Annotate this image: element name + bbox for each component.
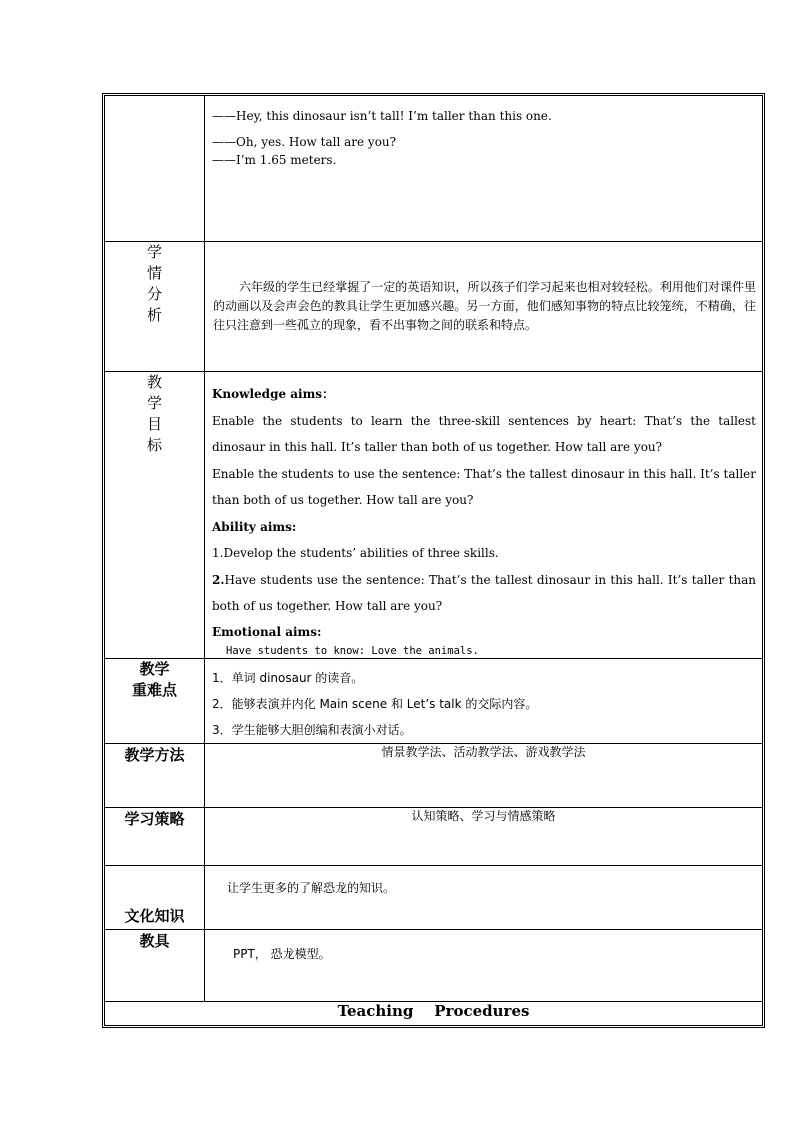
- key-point-2: 2．能够表演并内化 Main scene 和 Let’s talk 的交际内容。: [212, 696, 538, 711]
- lesson-plan-table: [104, 95, 763, 1026]
- objectives-label: [105, 372, 205, 659]
- knowledge-aims-title: Knowledge aims：: [212, 387, 335, 401]
- key-point-3: 3．学生能够大胆创编和表演小对话。: [212, 722, 412, 737]
- student-analysis-label-char: 学: [146, 243, 162, 261]
- student-analysis-label-char: 情: [146, 264, 162, 282]
- key-points-row: [105, 658, 763, 743]
- methods-row: [105, 743, 763, 807]
- culture-label: 文化知识: [105, 865, 205, 929]
- student-analysis-label-char: 分: [146, 285, 162, 303]
- dialogue-row: [105, 96, 763, 242]
- dialogue-line-3: ——I’m 1.65 meters.: [212, 153, 337, 167]
- methods-label: 教学方法: [105, 743, 205, 807]
- objectives-label-char: 学: [146, 394, 162, 412]
- dialogue-line-1: ——Hey, this dinosaur isn’t tall! I’m taller than this one.: [212, 109, 552, 123]
- objectives-row: [105, 372, 763, 659]
- strategies-row: [105, 807, 763, 865]
- ability-aim-1: 1.Develop the students’ abilities of three skills.: [212, 546, 499, 560]
- teaching-procedures-title: Teaching Procedures: [105, 1001, 763, 1025]
- ability-aim-2-number: 2.: [212, 572, 225, 587]
- methods-text: 情景教学法、活动教学法、游戏教学法: [205, 743, 763, 807]
- aids-text: PPT， 恐龙模型。: [205, 929, 763, 1001]
- culture-row: [105, 865, 763, 929]
- objectives-cell: [205, 372, 763, 659]
- strategies-label: 学习策略: [105, 807, 205, 865]
- culture-text: 让学生更多的了解恐龙的知识。: [205, 865, 763, 929]
- key-points-cell: [205, 658, 763, 743]
- aids-row: [105, 929, 763, 1001]
- key-points-label-line-1: 教学: [139, 659, 170, 678]
- emotional-aims-title: Emotional aims:: [212, 624, 322, 639]
- ability-aim-2: [212, 567, 756, 620]
- knowledge-aim-1: Enable the students to learn the three-skill sentences by heart: That’s the tallest dinosaur in this hall. It’s taller than both of us together. How tall are you?: [212, 413, 756, 454]
- aids-label: 教具: [105, 929, 205, 1001]
- student-analysis-text: 六年级的学生已经掌握了一定的英语知识，所以孩子们学习起来也相对较轻松。利用他们对课件里的动画以及会声会色的教具让学生更加感兴趣。另一方面，他们感知事物的特点比较笼统，不精确，往往只注意到一些孤立的现象，看不出事物之间的联系和特点。: [213, 280, 756, 332]
- objectives-label-char: 教: [146, 373, 162, 391]
- student-analysis-label: [105, 242, 205, 372]
- key-points-label-line-2: 重难点: [131, 680, 177, 699]
- objectives-label-char: 标: [146, 436, 162, 454]
- objectives-label-char: 目: [146, 415, 162, 433]
- student-analysis-label-char: 析: [146, 306, 162, 324]
- ability-aims-title: Ability aims:: [212, 519, 297, 534]
- key-points-label: [105, 658, 205, 743]
- procedures-row: [105, 1001, 763, 1025]
- student-analysis-cell: [205, 242, 763, 372]
- ability-aim-2-text: Have students use the sentence: That’s the tallest dinosaur in this hall. It’s taller than both of us together. How tall are you?: [212, 572, 756, 613]
- dialogue-label-cell: [105, 96, 205, 242]
- dialogue-cell: [205, 96, 763, 242]
- knowledge-aim-2: Enable the students to use the sentence: That’s the tallest dinosaur in this hall. It’s taller than both of us together. How tall are you?: [212, 466, 756, 507]
- strategies-text: 认知策略、学习与情感策略: [205, 807, 763, 865]
- dialogue-line-2: ——Oh, yes. How tall are you?: [212, 135, 397, 149]
- key-point-1: 1．单词 dinosaur 的读音。: [212, 670, 364, 685]
- emotional-aim-1: Have students to know: Love the animals.: [226, 644, 479, 657]
- student-analysis-row: [105, 242, 763, 372]
